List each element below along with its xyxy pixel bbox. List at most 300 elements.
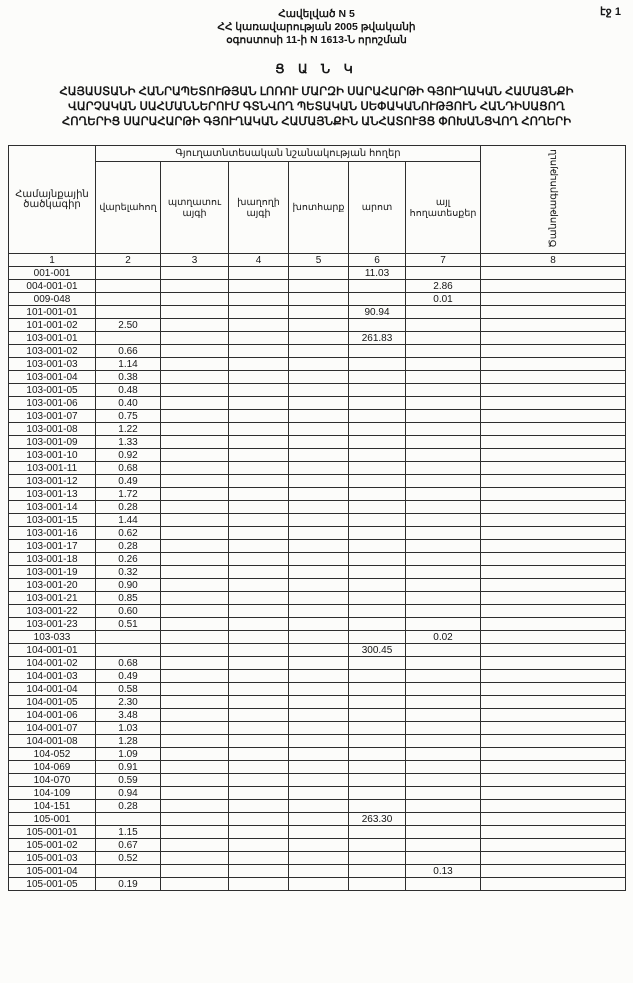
area-value-cell: 0.91	[96, 761, 161, 774]
area-value-cell: 1.03	[96, 722, 161, 735]
area-value-cell	[161, 696, 229, 709]
area-value-cell	[406, 826, 481, 839]
area-value-cell	[289, 280, 349, 293]
area-value-cell	[349, 748, 406, 761]
area-value-cell	[229, 423, 289, 436]
area-value-cell	[349, 657, 406, 670]
community-code-cell: 103-001-11	[9, 462, 96, 475]
area-value-cell	[481, 371, 626, 384]
area-value-cell: 3.48	[96, 709, 161, 722]
area-value-cell: 0.60	[96, 605, 161, 618]
area-value-cell: 0.19	[96, 878, 161, 891]
community-code-cell: 103-001-01	[9, 332, 96, 345]
area-value-cell	[161, 267, 229, 280]
area-value-cell	[289, 774, 349, 787]
community-code-cell: 104-151	[9, 800, 96, 813]
area-value-cell: 0.75	[96, 410, 161, 423]
area-value-cell	[289, 332, 349, 345]
area-value-cell	[161, 787, 229, 800]
area-value-cell: 0.49	[96, 670, 161, 683]
area-value-cell	[161, 423, 229, 436]
area-value-cell: 0.26	[96, 553, 161, 566]
area-value-cell	[481, 618, 626, 631]
area-value-cell	[481, 709, 626, 722]
community-code-cell: 103-001-16	[9, 527, 96, 540]
area-value-cell: 1.15	[96, 826, 161, 839]
area-value-cell	[349, 865, 406, 878]
col-number: 7	[406, 254, 481, 267]
table-row	[9, 462, 626, 475]
table-row	[9, 618, 626, 631]
area-value-cell	[349, 566, 406, 579]
area-value-cell	[289, 748, 349, 761]
area-value-cell	[406, 553, 481, 566]
area-value-cell: 261.83	[349, 332, 406, 345]
area-value-cell	[349, 553, 406, 566]
area-value-cell: 0.68	[96, 657, 161, 670]
area-value-cell	[96, 332, 161, 345]
area-value-cell	[349, 826, 406, 839]
area-value-cell	[161, 293, 229, 306]
area-value-cell	[161, 332, 229, 345]
area-value-cell: 0.40	[96, 397, 161, 410]
area-value-cell	[349, 345, 406, 358]
table-row	[9, 683, 626, 696]
area-value-cell	[161, 488, 229, 501]
community-code-cell: 104-001-07	[9, 722, 96, 735]
area-value-cell	[161, 306, 229, 319]
area-value-cell	[96, 813, 161, 826]
area-value-cell	[349, 709, 406, 722]
community-code-cell: 103-001-22	[9, 605, 96, 618]
area-value-cell: 0.90	[96, 579, 161, 592]
table-row	[9, 852, 626, 865]
area-value-cell	[161, 384, 229, 397]
area-value-cell	[481, 813, 626, 826]
community-code-cell: 101-001-02	[9, 319, 96, 332]
area-value-cell	[161, 319, 229, 332]
area-value-cell	[349, 514, 406, 527]
area-value-cell: 0.85	[96, 592, 161, 605]
area-value-cell	[481, 865, 626, 878]
area-value-cell	[406, 657, 481, 670]
area-value-cell	[481, 319, 626, 332]
area-value-cell	[481, 592, 626, 605]
document-title	[8, 85, 625, 130]
area-value-cell	[229, 371, 289, 384]
area-value-cell	[161, 878, 229, 891]
area-value-cell: 11.03	[349, 267, 406, 280]
area-value-cell: 0.13	[406, 865, 481, 878]
area-value-cell	[349, 774, 406, 787]
area-value-cell	[406, 761, 481, 774]
area-value-cell	[406, 878, 481, 891]
area-value-cell	[406, 852, 481, 865]
community-code-cell: 103-033	[9, 631, 96, 644]
area-value-cell	[229, 683, 289, 696]
table-row	[9, 566, 626, 579]
area-value-cell	[289, 410, 349, 423]
area-value-cell	[481, 527, 626, 540]
table-row	[9, 761, 626, 774]
table-row	[9, 384, 626, 397]
table-row	[9, 280, 626, 293]
area-value-cell	[289, 605, 349, 618]
area-value-cell	[161, 410, 229, 423]
area-value-cell	[161, 475, 229, 488]
area-value-cell	[161, 501, 229, 514]
area-value-cell	[229, 865, 289, 878]
area-value-cell	[289, 852, 349, 865]
table-row	[9, 813, 626, 826]
area-value-cell	[481, 566, 626, 579]
area-value-cell	[481, 826, 626, 839]
area-value-cell	[406, 540, 481, 553]
area-value-cell	[161, 657, 229, 670]
area-value-cell: 0.68	[96, 462, 161, 475]
area-value-cell	[406, 267, 481, 280]
area-value-cell	[289, 501, 349, 514]
area-value-cell	[229, 631, 289, 644]
area-value-cell	[481, 267, 626, 280]
area-value-cell	[229, 826, 289, 839]
table-row	[9, 423, 626, 436]
area-value-cell	[349, 436, 406, 449]
area-value-cell	[289, 865, 349, 878]
area-value-cell	[229, 735, 289, 748]
community-code-cell: 103-001-02	[9, 345, 96, 358]
area-value-cell: 0.28	[96, 501, 161, 514]
area-value-cell	[96, 306, 161, 319]
area-value-cell	[406, 488, 481, 501]
area-value-cell	[161, 631, 229, 644]
community-code-cell: 104-001-08	[9, 735, 96, 748]
area-value-cell	[229, 319, 289, 332]
area-value-cell	[406, 566, 481, 579]
area-value-cell	[406, 618, 481, 631]
table-row	[9, 397, 626, 410]
area-value-cell	[229, 787, 289, 800]
area-value-cell	[289, 787, 349, 800]
area-value-cell	[481, 449, 626, 462]
table-row	[9, 436, 626, 449]
area-value-cell	[406, 774, 481, 787]
area-value-cell	[161, 722, 229, 735]
area-value-cell	[289, 462, 349, 475]
area-value-cell: 0.01	[406, 293, 481, 306]
community-code-cell: 101-001-01	[9, 306, 96, 319]
table-body	[9, 267, 626, 891]
area-value-cell	[289, 670, 349, 683]
area-value-cell	[289, 592, 349, 605]
area-value-cell	[289, 293, 349, 306]
col-number: 6	[349, 254, 406, 267]
community-code-cell: 105-001	[9, 813, 96, 826]
area-value-cell	[289, 566, 349, 579]
table-row	[9, 865, 626, 878]
area-value-cell: 263.30	[349, 813, 406, 826]
community-code-cell: 104-109	[9, 787, 96, 800]
col-number: 4	[229, 254, 289, 267]
area-value-cell: 300.45	[349, 644, 406, 657]
area-value-cell	[481, 644, 626, 657]
area-value-cell	[289, 423, 349, 436]
area-value-cell	[289, 696, 349, 709]
area-value-cell	[481, 579, 626, 592]
area-value-cell	[349, 371, 406, 384]
area-value-cell: 0.48	[96, 384, 161, 397]
area-value-cell	[481, 878, 626, 891]
area-value-cell	[289, 709, 349, 722]
area-value-cell: 0.38	[96, 371, 161, 384]
community-code-cell: 103-001-12	[9, 475, 96, 488]
group-header-row	[9, 146, 626, 162]
area-value-cell	[229, 800, 289, 813]
area-value-cell	[289, 761, 349, 774]
community-code-cell: 104-001-05	[9, 696, 96, 709]
area-value-cell	[406, 605, 481, 618]
area-value-cell	[161, 280, 229, 293]
area-value-cell	[289, 527, 349, 540]
area-value-cell	[289, 319, 349, 332]
area-value-cell	[229, 579, 289, 592]
col-header-community-code: Համայնքային ծածկագիր	[9, 146, 96, 254]
area-value-cell	[289, 514, 349, 527]
area-value-cell	[349, 475, 406, 488]
area-value-cell	[229, 384, 289, 397]
table-row	[9, 358, 626, 371]
area-value-cell	[481, 852, 626, 865]
area-value-cell	[229, 280, 289, 293]
column-numbers-row	[9, 254, 626, 267]
col-header-pasture: արոտ	[349, 162, 406, 254]
area-value-cell	[161, 371, 229, 384]
area-value-cell	[481, 540, 626, 553]
area-value-cell	[161, 592, 229, 605]
community-code-cell: 009-048	[9, 293, 96, 306]
area-value-cell: 0.67	[96, 839, 161, 852]
area-value-cell	[161, 800, 229, 813]
table-row	[9, 592, 626, 605]
area-value-cell	[406, 371, 481, 384]
area-value-cell	[481, 462, 626, 475]
community-code-cell: 104-001-02	[9, 657, 96, 670]
area-value-cell	[349, 631, 406, 644]
area-value-cell	[289, 631, 349, 644]
community-code-cell: 104-001-04	[9, 683, 96, 696]
area-value-cell	[481, 475, 626, 488]
table-header	[9, 146, 626, 267]
area-value-cell	[349, 852, 406, 865]
table-row	[9, 631, 626, 644]
area-value-cell	[161, 397, 229, 410]
area-value-cell	[161, 839, 229, 852]
table-row	[9, 540, 626, 553]
area-value-cell	[229, 410, 289, 423]
table-row	[9, 293, 626, 306]
area-value-cell	[481, 553, 626, 566]
area-value-cell	[229, 878, 289, 891]
area-value-cell	[349, 488, 406, 501]
community-code-cell: 103-001-07	[9, 410, 96, 423]
area-value-cell	[406, 592, 481, 605]
area-value-cell	[229, 813, 289, 826]
area-value-cell	[229, 345, 289, 358]
table-row	[9, 449, 626, 462]
area-value-cell	[481, 631, 626, 644]
area-value-cell	[406, 410, 481, 423]
area-value-cell	[289, 436, 349, 449]
area-value-cell	[289, 553, 349, 566]
list-title: Ց Ա Ն Կ	[275, 62, 358, 76]
area-value-cell	[229, 293, 289, 306]
area-value-cell	[481, 358, 626, 371]
area-value-cell	[481, 670, 626, 683]
appendix-line-3: օգոստոսի 11-ի N 1613-Ն որոշման	[226, 34, 407, 46]
community-code-cell: 103-001-13	[9, 488, 96, 501]
community-code-cell: 103-001-17	[9, 540, 96, 553]
area-value-cell	[349, 800, 406, 813]
table-row	[9, 410, 626, 423]
table-row	[9, 553, 626, 566]
area-value-cell	[161, 670, 229, 683]
table-row	[9, 670, 626, 683]
area-value-cell	[406, 358, 481, 371]
area-value-cell	[229, 748, 289, 761]
area-value-cell	[229, 358, 289, 371]
table-row	[9, 839, 626, 852]
area-value-cell: 0.32	[96, 566, 161, 579]
area-value-cell	[229, 397, 289, 410]
col-header-other-lands: այլ հողատեսքեր	[406, 162, 481, 254]
table-row	[9, 774, 626, 787]
col-header-vineyard: խաղողի այգի	[229, 162, 289, 254]
community-code-cell: 001-001	[9, 267, 96, 280]
area-value-cell	[406, 683, 481, 696]
area-value-cell	[161, 826, 229, 839]
community-code-cell: 103-001-19	[9, 566, 96, 579]
col-header-orchard: պտղատու այգի	[161, 162, 229, 254]
area-value-cell: 0.59	[96, 774, 161, 787]
area-value-cell	[349, 384, 406, 397]
area-value-cell: 1.33	[96, 436, 161, 449]
area-value-cell	[161, 683, 229, 696]
area-value-cell	[289, 735, 349, 748]
area-value-cell	[229, 774, 289, 787]
col-header-note	[481, 146, 626, 254]
area-value-cell: 0.92	[96, 449, 161, 462]
area-value-cell	[229, 488, 289, 501]
area-value-cell	[406, 436, 481, 449]
table-row	[9, 371, 626, 384]
area-value-cell	[349, 280, 406, 293]
area-value-cell	[481, 436, 626, 449]
col-number: 5	[289, 254, 349, 267]
area-value-cell	[349, 501, 406, 514]
table-row	[9, 878, 626, 891]
community-code-cell: 104-052	[9, 748, 96, 761]
area-value-cell	[406, 527, 481, 540]
area-value-cell: 1.09	[96, 748, 161, 761]
area-value-cell: 0.62	[96, 527, 161, 540]
area-value-cell	[289, 722, 349, 735]
table-row	[9, 319, 626, 332]
col-header-arable: վարելահող	[96, 162, 161, 254]
area-value-cell	[289, 878, 349, 891]
area-value-cell	[406, 384, 481, 397]
area-value-cell	[229, 475, 289, 488]
area-value-cell	[406, 709, 481, 722]
table-row	[9, 800, 626, 813]
area-value-cell	[481, 787, 626, 800]
area-value-cell	[229, 306, 289, 319]
area-value-cell	[349, 358, 406, 371]
area-value-cell	[161, 527, 229, 540]
area-value-cell: 1.14	[96, 358, 161, 371]
area-value-cell	[161, 644, 229, 657]
table-row	[9, 501, 626, 514]
area-value-cell	[481, 800, 626, 813]
area-value-cell	[349, 293, 406, 306]
area-value-cell	[229, 527, 289, 540]
area-value-cell	[289, 800, 349, 813]
area-value-cell	[96, 293, 161, 306]
community-code-cell: 105-001-05	[9, 878, 96, 891]
area-value-cell	[349, 878, 406, 891]
area-value-cell	[289, 449, 349, 462]
area-value-cell	[406, 475, 481, 488]
area-value-cell: 2.50	[96, 319, 161, 332]
area-value-cell	[406, 514, 481, 527]
community-code-cell: 103-001-20	[9, 579, 96, 592]
area-value-cell	[229, 553, 289, 566]
area-value-cell	[229, 722, 289, 735]
area-value-cell	[161, 553, 229, 566]
table-row	[9, 579, 626, 592]
area-value-cell	[349, 735, 406, 748]
area-value-cell	[289, 683, 349, 696]
area-value-cell: 1.22	[96, 423, 161, 436]
area-value-cell	[406, 800, 481, 813]
table-row	[9, 332, 626, 345]
area-value-cell	[349, 618, 406, 631]
community-code-cell: 103-001-21	[9, 592, 96, 605]
area-value-cell	[289, 826, 349, 839]
area-value-cell	[161, 618, 229, 631]
community-code-cell: 103-001-08	[9, 423, 96, 436]
area-value-cell	[349, 579, 406, 592]
table-row	[9, 605, 626, 618]
area-value-cell	[406, 501, 481, 514]
area-value-cell	[349, 683, 406, 696]
table-row	[9, 527, 626, 540]
area-value-cell	[406, 579, 481, 592]
table-row	[9, 514, 626, 527]
area-value-cell	[161, 774, 229, 787]
area-value-cell	[96, 280, 161, 293]
area-value-cell: 2.30	[96, 696, 161, 709]
area-value-cell	[481, 488, 626, 501]
area-value-cell	[161, 735, 229, 748]
table-row	[9, 306, 626, 319]
table-row	[9, 826, 626, 839]
area-value-cell	[481, 410, 626, 423]
area-value-cell	[406, 644, 481, 657]
area-value-cell	[289, 579, 349, 592]
area-value-cell	[96, 644, 161, 657]
area-value-cell	[289, 267, 349, 280]
area-value-cell	[289, 384, 349, 397]
